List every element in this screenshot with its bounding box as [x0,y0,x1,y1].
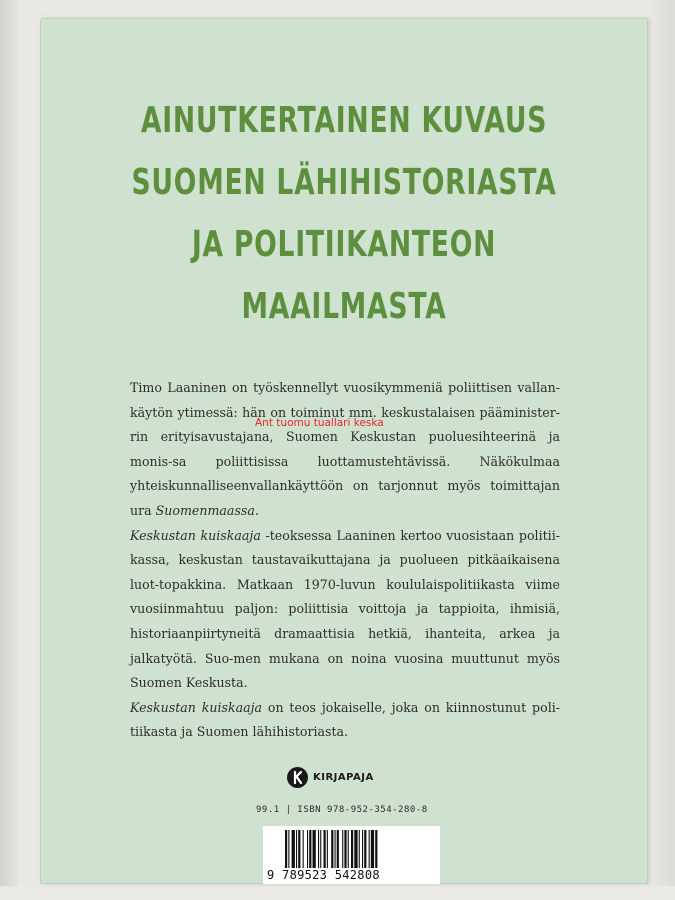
blurb-p2-line: mahtuu paljon: poliittisia voittoja ja tappioita, ihmisiä, historiaan [130,601,560,641]
blurb-p3-line: on teos jokaiselle, joka on kiinnostunut poli- [262,699,561,715]
kirjapaja-k-icon [287,767,308,788]
headline-line-4: MAAILMASTA [241,286,447,327]
publisher-logo [287,767,374,788]
headline [119,90,569,338]
publisher-name: KIRJAPAJA [313,772,374,783]
blurb-p2-line: men mukana on noina vuosina muuttunut myös Suomen Keskusta. [130,650,560,691]
blurb-p1-line: sa poliittisissa luottamustehtävissä. Näkökulmaa yhteiskunnalliseen [130,453,560,494]
barcode-number: 9 789523 542808 [267,868,380,882]
blurb-p2-line: kassa, keskustan taustavaikuttajana ja puolueen pitkäaikaisena luot- [130,552,560,592]
barcode-label [263,826,440,884]
blurb-p1-line: rin erityisavustajana, Suomen Keskustan puoluesihteerinä ja monis- [130,429,560,469]
magazine-title: Suomenmaassa [155,502,255,518]
blurb-p2-line: piirtyneitä dramaattisia hetkiä, ihanteita, arkea ja jalkatyötä. Suo- [130,625,560,666]
barcode-icon [285,830,420,868]
background-surface [0,886,675,900]
book-title: Keskustan kuiskaaja [130,527,261,543]
blurb-text [130,376,560,745]
blurb-p1-end: . [254,502,259,518]
book-back-cover [40,18,648,884]
headline-line-3: JA POLITIIKANTEON [191,224,497,265]
blurb-p3-line: tiikasta ja Suomen lähihistoriasta. [130,724,349,740]
blurb-paragraph-1 [130,376,560,524]
blurb-p1-line: vallankäyttöön on tarjonnut myös toimittajan ura [130,478,560,518]
blurb-p2-line: topakkina. Matkaan 1970-luvun koululaispolitiikasta viime vuosiin [130,576,560,617]
background-left-shadow [0,0,18,900]
blurb-paragraph-3 [130,696,560,745]
isbn-line: 99.1 | ISBN 978-952-354-280-8 [256,805,428,815]
headline-line-1: AINUTKERTAINEN KUVAUS [140,100,548,141]
blurb-p2-line: -teoksessa Laaninen kertoo vuosistaan politii- [260,527,560,543]
background-right-shadow [649,0,675,900]
blurb-paragraph-2 [130,524,560,696]
blurb-p1-line: Timo Laaninen on työskennellyt vuosikymmeniä poliittisen vallan- [130,380,560,395]
blurb-p1-line: käytön ytimessä: hän on toiminut mm. keskustalaisen pääminister- [130,404,560,420]
headline-line-2: SUOMEN LÄHIHISTORIASTA [131,162,557,203]
book-title: Keskustan kuiskaaja [130,699,263,715]
red-overlay-text: Ant tuomu tuallari keska [255,417,384,429]
